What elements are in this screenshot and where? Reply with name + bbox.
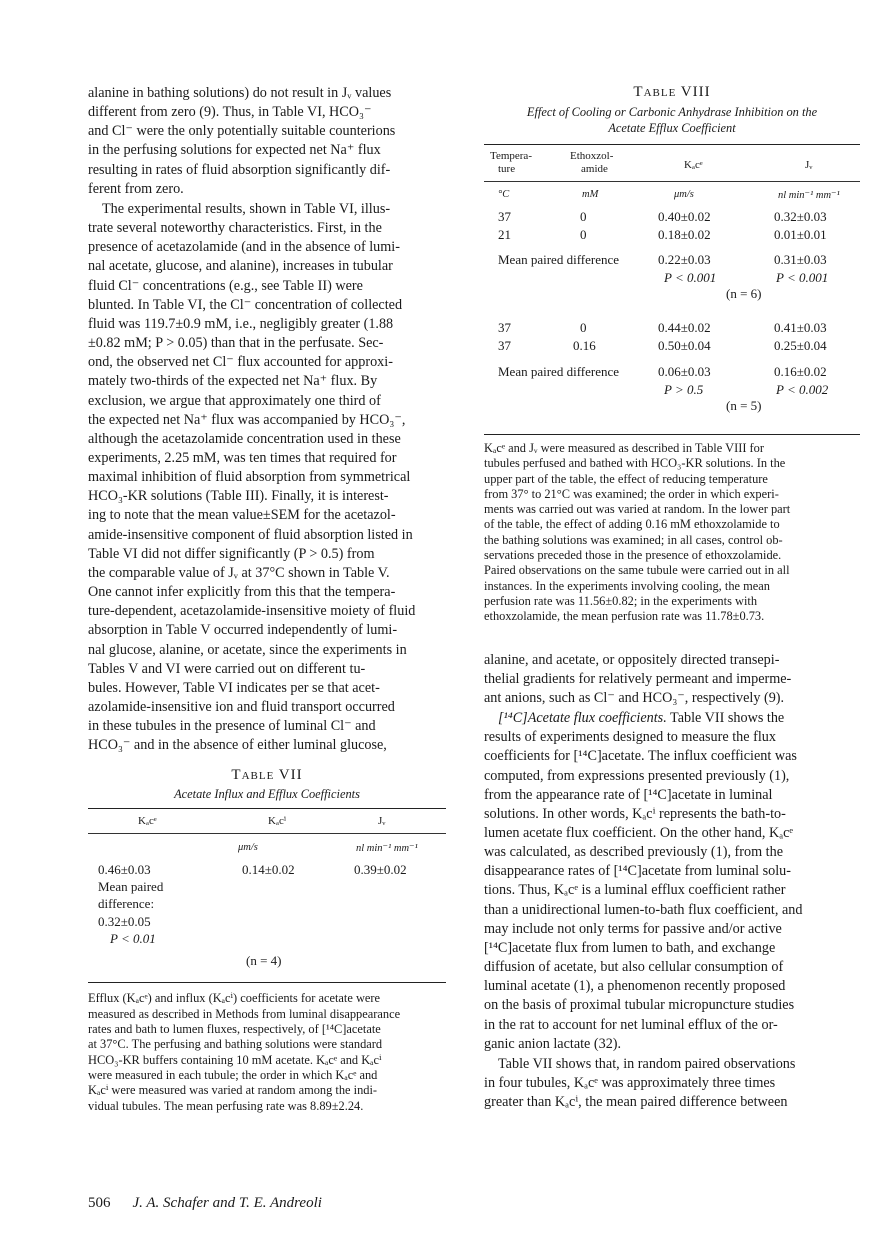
right-paragraph-1-line: alanine, and acetate, or oppositely directed transepi- [484, 651, 780, 668]
left-paragraph-2-line: One cannot infer explicitly from this that the tempera- [88, 584, 396, 601]
table-viii-mean1-label: Mean paired difference [498, 252, 620, 267]
left-paragraph-2-line: ing to note that the mean value±SEM for the acetazol- [88, 507, 396, 524]
table-viii-row2-eth: 0 [580, 227, 587, 242]
table-viii-header-jv: Jᵥ [805, 159, 813, 171]
left-paragraph-2-line: amide-insensitive component of fluid absorption listed in [88, 526, 413, 543]
table-vii-header-influx: Kₐcⁱ [268, 815, 287, 828]
right-paragraph-2-line: solutions. In other words, Kₐcⁱ represents the bath-to- [484, 805, 786, 822]
right-paragraph-2-line: from the appearance rate of [¹⁴C]acetate in luminal [484, 786, 773, 803]
right-paragraph-2-line: than a unidirectional lumen-to-bath flux coefficient, and [484, 901, 803, 918]
table-viii-footnote-line: ments was carried out was varied at random. In the lower part [484, 502, 791, 517]
table-viii-header-eth-1: Ethoxzol- [570, 150, 614, 162]
left-paragraph-2-line: HCO₃-KR solutions (Table III). Finally, it is interest- [88, 488, 389, 505]
right-paragraph-2-line: may include not only terms for passive and/or active [484, 920, 782, 937]
right-paragraph-2-line: was calculated, as described previously (1), from the [484, 844, 784, 861]
table-vii-p-value: P < 0.01 [110, 931, 156, 947]
table-vii-unit-nl: nl min⁻¹ mm⁻¹ [356, 843, 418, 855]
left-paragraph-2-line: the expected net Na⁺ flux was accompanied by HCO₃⁻, [88, 411, 406, 428]
table-viii-footnote-line: perfusion rate was 11.56±0.82; in the experiments with [484, 593, 758, 608]
table-viii-footnote-line: Kₐcᵉ and Jᵥ were measured as described in Table VIII for [484, 441, 764, 455]
left-paragraph-2-line: trate several noteworthy characteristics. First, in the [88, 220, 382, 237]
right-paragraph-2-first-rest: Table VII shows the [666, 710, 785, 727]
table-viii-header-temp-2: ture [498, 163, 516, 175]
table-viii-unit-jv: nl min⁻¹ mm⁻¹ [778, 190, 840, 201]
table-viii-row3-kac: 0.44±0.02 [658, 320, 711, 335]
table-vii-mean-value: 0.32±0.05 [98, 914, 151, 930]
table-viii-footnote [484, 441, 860, 625]
left-paragraph-2-line: HCO₃⁻ and in the absence of either luminal glucose, [88, 737, 387, 754]
table-viii-body [484, 182, 860, 434]
table-viii-mean2-p-kac: P > 0.5 [664, 382, 704, 397]
table-viii-header-row [484, 145, 860, 181]
right-paragraph-2-line: luminal acetate (1), a phenomenon recently proposed [484, 978, 786, 995]
section-heading: [¹⁴C]Acetate flux coefficients. [498, 710, 667, 727]
right-paragraph-2-line: lumen acetate flux coefficient. On the other hand, Kₐcᵉ [484, 824, 794, 841]
table-viii-footnote-line: upper part of the table, the effect of reducing temperature [484, 471, 768, 486]
right-paragraph-3-line: greater than Kₐcⁱ, the mean paired difference between [484, 1094, 788, 1111]
table-vii-jv-value: 0.39±0.02 [354, 862, 407, 878]
right-paragraph-3 [484, 1055, 860, 1112]
left-paragraph-1-line: ferent from zero. [88, 180, 184, 197]
left-paragraph-2-line: nal glucose, alanine, or acetate, since the experiments in [88, 641, 407, 658]
left-paragraph-2-line: presence of acetazolamide (and in the absence of lumi- [88, 239, 400, 256]
left-paragraph-1-line: different from zero (9). Thus, in Table VI, HCO₃⁻ [88, 104, 372, 121]
left-paragraph-1-line: resulting in rates of fluid absorption significantly dif- [88, 161, 391, 178]
left-paragraph-2-line: although the acetazolamide concentration used in these [88, 430, 401, 447]
left-paragraph-2-line: The experimental results, shown in Table VI, illus- [102, 200, 391, 217]
right-paragraph-2-line: [¹⁴C]acetate flux from lumen to bath, and exchange [484, 939, 776, 956]
table-vii-footnote-line: vidual tubules. The mean perfusing rate was 8.89±2.24. [88, 1098, 364, 1113]
table-vii-body [88, 834, 446, 982]
left-paragraph-2-line: bules. However, Table VI indicates per se that acet- [88, 679, 380, 696]
table-viii-mean2-n: (n = 5) [726, 398, 762, 413]
table-viii-row3-jv: 0.41±0.03 [774, 320, 827, 335]
table-vii-header-efflux: Kₐcᵉ [138, 815, 157, 828]
right-paragraph-2-line: ganic anion lactate (32). [484, 1035, 622, 1052]
table-vii-title: Table VII [231, 767, 303, 784]
table-viii-row4-temp: 37 [498, 338, 511, 353]
table-viii-mean1-jv: 0.31±0.03 [774, 252, 827, 267]
left-paragraph-2-line: ±0.82 mM; P > 0.05) than that in the perfusate. Sec- [88, 335, 384, 352]
left-paragraph-2-line: ture-dependent, acetazolamide-insensitive moiety of fluid [88, 603, 416, 620]
table-viii-footnote-line: from 37° to 21°C was examined; the order in which experi- [484, 486, 779, 501]
table-viii [484, 84, 860, 625]
right-column [484, 84, 860, 1112]
table-vii-footnote-line: at 37°C. The perfusing and bathing solutions were standard [88, 1037, 383, 1052]
table-viii-row4-jv: 0.25±0.04 [774, 338, 827, 353]
left-paragraph-2-line: azolamide-insensitive ion and fluid transport occurred [88, 699, 395, 715]
table-viii-mean1-kac: 0.22±0.03 [658, 252, 711, 267]
table-vii-mean-label-1: Mean paired [98, 879, 164, 895]
right-paragraph-2-line: diffusion of acetate, but also cellular consumption of [484, 959, 784, 976]
table-viii-header-kac: Kₐcᵉ [684, 159, 703, 171]
table-viii-mean1-p-jv: P < 0.001 [776, 270, 829, 285]
table-vii-footnote-line: rates and bath to lumen fluxes, respectively, of [¹⁴C]acetate [88, 1022, 381, 1037]
left-paragraph-2-line: mately two-thirds of the expected net Na⁺ flux. By [88, 373, 378, 390]
table-viii-unit-eth: mM [582, 189, 599, 200]
left-paragraph-1-line: in the perfusing solutions for expected net Na⁺ flux [88, 142, 381, 159]
left-paragraph-2 [88, 200, 446, 756]
right-paragraph-2-line: on the basis of proximal tubular micropuncture studies [484, 997, 795, 1014]
right-paragraph-2-line: results of experiments designed to measure the flux [484, 729, 776, 746]
left-paragraph-2-line: exclusion, we argue that approximately one third of [88, 392, 381, 409]
right-paragraph-2-line: disappearance rates of [¹⁴C]acetate from luminal solu- [484, 863, 792, 880]
table-viii-row2-kac: 0.18±0.02 [658, 227, 711, 242]
left-column [88, 84, 446, 1114]
left-paragraph-1-line: and Cl⁻ were the only potentially suitable counterions [88, 123, 396, 140]
left-paragraph-2-line: experiments, 2.25 mM, was ten times that required for [88, 449, 397, 466]
table-vii-unit-ums: μm/s [238, 842, 258, 854]
table-viii-row1-kac: 0.40±0.02 [658, 209, 711, 224]
table-viii-footnote-line: ethoxzolamide, the mean perfusion rate was 11.78±0.73. [484, 609, 765, 624]
table-vii-footnote-line: Kₐcⁱ were measured was varied at random among the indi- [88, 1083, 378, 1098]
table-viii-footnote-line: instances. In the experiments involving cooling, the mean [484, 578, 770, 593]
table-viii-unit-temp: °C [498, 189, 510, 200]
table-viii-unit-kac: μm/s [674, 189, 694, 200]
right-paragraph-1 [484, 651, 860, 708]
table-viii-caption-1: Effect of Cooling or Carbonic Anhydrase Inhibition on the [526, 105, 818, 119]
table-vii-caption: Acetate Influx and Efflux Coefficients [174, 787, 360, 802]
table-viii-mean2-p-jv: P < 0.002 [776, 382, 829, 397]
table-viii-row2-temp: 21 [498, 227, 511, 242]
table-viii-row1-temp: 37 [498, 209, 511, 224]
right-paragraph-1-line: ant anions, such as Cl⁻ and HCO₃⁻, respectively (9). [484, 689, 785, 706]
right-paragraph-2-body [484, 728, 860, 1054]
table-vii [88, 767, 446, 1113]
table-viii-header-eth-2: amide [581, 163, 608, 175]
table-viii-row4-kac: 0.50±0.04 [658, 338, 711, 353]
table-viii-row1-eth: 0 [580, 209, 587, 224]
left-paragraph-2-line: maximal inhibition of fluid absorption from symmetrical [88, 469, 411, 486]
left-paragraph-2-line: nal acetate, glucose, and alanine), increases in tubular [88, 258, 393, 275]
table-viii-mean2-jv: 0.16±0.02 [774, 364, 827, 379]
page-number: 506 [88, 1195, 111, 1211]
right-paragraph-3-line: Table VII shows that, in random paired observations [498, 1055, 796, 1072]
left-paragraph-2-line: in these tubules in the presence of luminal Cl⁻ and [88, 718, 376, 735]
table-viii-row1-jv: 0.32±0.03 [774, 209, 827, 224]
left-paragraph-2-line: fluid was 119.7±0.9 mM, i.e., negligibly greater (1.88 [88, 315, 394, 332]
table-viii-mean1-n: (n = 6) [726, 286, 762, 301]
table-viii-mean1-p-kac: P < 0.001 [664, 270, 717, 285]
left-paragraph-2-line: blunted. In Table VI, the Cl⁻ concentration of collected [88, 296, 403, 313]
left-paragraph-2-line: Tables V and VI were carried out on different tu- [88, 660, 366, 677]
table-viii-title: Table VIII [633, 84, 711, 100]
right-paragraph-2-first-line [484, 709, 860, 728]
left-paragraph-1-line: alanine in bathing solutions) do not result in Jᵥ values [88, 85, 392, 101]
table-viii-footnote-line: servations preceded those in the presence of ethoxzolamide. [484, 548, 782, 563]
table-vii-footnote-line: HCO₃-KR buffers containing 10 mM acetate. Kₐcᵉ and Kₐcⁱ [88, 1052, 382, 1067]
table-viii-row2-jv: 0.01±0.01 [774, 227, 827, 242]
table-viii-bottom-rule [484, 434, 860, 435]
table-vii-footnote-line: Efflux (Kₐcᵉ) and influx (Kₐcⁱ) coefficients for acetate were [88, 991, 381, 1006]
table-vii-header-row [88, 809, 446, 833]
table-viii-row3-eth: 0 [580, 320, 587, 335]
table-viii-footnote-line: of the table, the effect of adding 0.16 mM ethoxzolamide to [484, 517, 780, 532]
right-paragraph-2-line: tions. Thus, Kₐcᵉ is a luminal efflux coefficient rather [484, 882, 786, 899]
left-paragraph-2-line: absorption in Table V occurred independently of lumi- [88, 622, 398, 639]
table-viii-caption-2: Acetate Efflux Coefficient [608, 121, 736, 135]
table-viii-header-temp-1: Tempera- [490, 150, 532, 162]
left-paragraph-2-line: the comparable value of Jᵥ at 37°C shown in Table V. [88, 564, 390, 581]
right-paragraph-2 [484, 709, 860, 1054]
left-paragraph-1 [88, 84, 446, 199]
right-paragraph-3-line: in four tubules, Kₐcᵉ was approximately three times [484, 1075, 776, 1091]
table-vii-footnote-line: measured as described in Methods from luminal disappearance [88, 1006, 401, 1021]
right-paragraph-1-line: thelial gradients for relatively permeant and imperme- [484, 670, 792, 687]
table-viii-footnote-line: tubules perfused and bathed with HCO₃-KR solutions. In the [484, 456, 786, 471]
right-paragraph-2-line: coefficients for [¹⁴C]acetate. The influx coefficient was [484, 748, 797, 765]
table-vii-footnote-line: were measured in each tubule; the order in which Kₐcᵉ and [88, 1067, 378, 1082]
table-viii-mean2-kac: 0.06±0.03 [658, 364, 711, 379]
right-paragraph-2-line: computed, from expressions presented previously (1), [484, 767, 790, 784]
left-paragraph-2-line: Table VI did not differ significantly (P > 0.5) from [88, 545, 375, 562]
table-vii-header-jv: Jᵥ [378, 815, 386, 828]
left-paragraph-2-line: ond, the observed net Cl⁻ flux accounted for approxi- [88, 354, 393, 371]
table-vii-mean-label-2: difference: [98, 896, 155, 912]
table-vii-influx-value: 0.14±0.02 [242, 862, 295, 878]
table-vii-bottom-rule [88, 982, 446, 983]
right-paragraph-2-line: in the rat to account for net luminal efflux of the or- [484, 1016, 778, 1033]
table-viii-row3-temp: 37 [498, 320, 511, 335]
table-vii-efflux-value: 0.46±0.03 [98, 862, 151, 878]
table-viii-row4-eth: 0.16 [573, 338, 596, 353]
table-viii-mean2-label: Mean paired difference [498, 364, 620, 379]
table-vii-footnote [88, 991, 446, 1113]
table-viii-footnote-line: the bathing solutions was examined; in all cases, control ob- [484, 532, 783, 547]
left-paragraph-2-line: fluid Cl⁻ concentrations (e.g., see Table II) were [88, 277, 363, 294]
page-footer [88, 1195, 322, 1212]
table-vii-n: (n = 4) [246, 953, 282, 969]
table-viii-footnote-line: Paired observations on the same tubule were carried out in all [484, 563, 790, 578]
authors: J. A. Schafer and T. E. Andreoli [132, 1195, 322, 1211]
